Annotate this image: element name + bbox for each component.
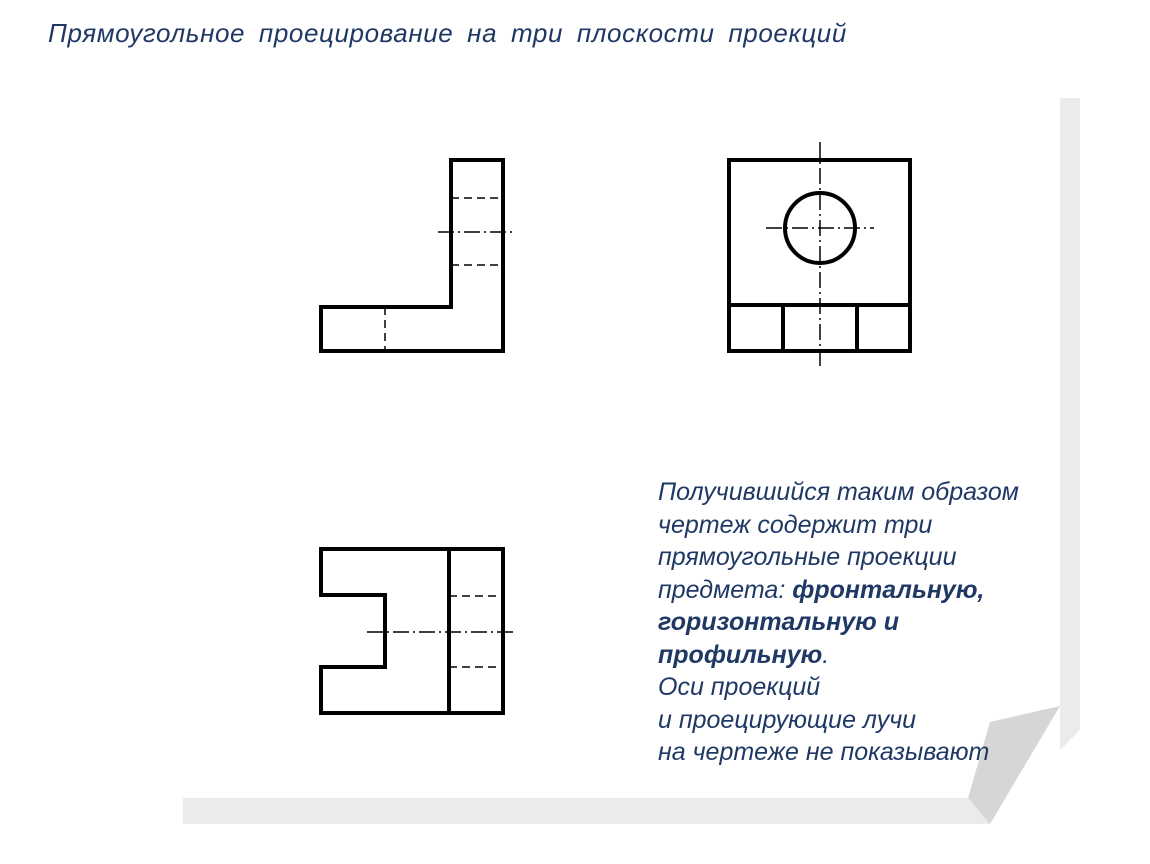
explanation-line-7: Оси проекций	[658, 673, 821, 701]
explanation-line-8: и проецирующие лучи	[658, 705, 917, 734]
term-frontal: фронтальную,	[792, 575, 985, 604]
explanation-text	[658, 476, 1078, 769]
explanation-line-2: чертеж содержит три	[658, 510, 933, 539]
explanation-line-6	[658, 639, 1078, 672]
term-profile: профильную	[658, 640, 823, 669]
term-horizontal: горизонтальную и	[658, 608, 900, 636]
explanation-line-9: на чертеже не показывают	[658, 738, 990, 766]
top-view-outline	[321, 549, 503, 713]
explanation-line-4	[658, 574, 1078, 607]
front-view	[321, 160, 516, 351]
explanation-line-1: Получившийся таким образом	[658, 478, 1019, 506]
explanation-line-6-period: .	[822, 640, 830, 669]
front-view-outline	[321, 160, 503, 351]
profile-view	[729, 142, 910, 368]
slide-title: Прямоугольное проецирование на три плоскости проекций	[48, 18, 847, 48]
top-view	[321, 549, 516, 713]
explanation-line-4-plain: предмета:	[658, 575, 793, 604]
explanation-line-3: прямоугольные проекции	[658, 543, 957, 571]
